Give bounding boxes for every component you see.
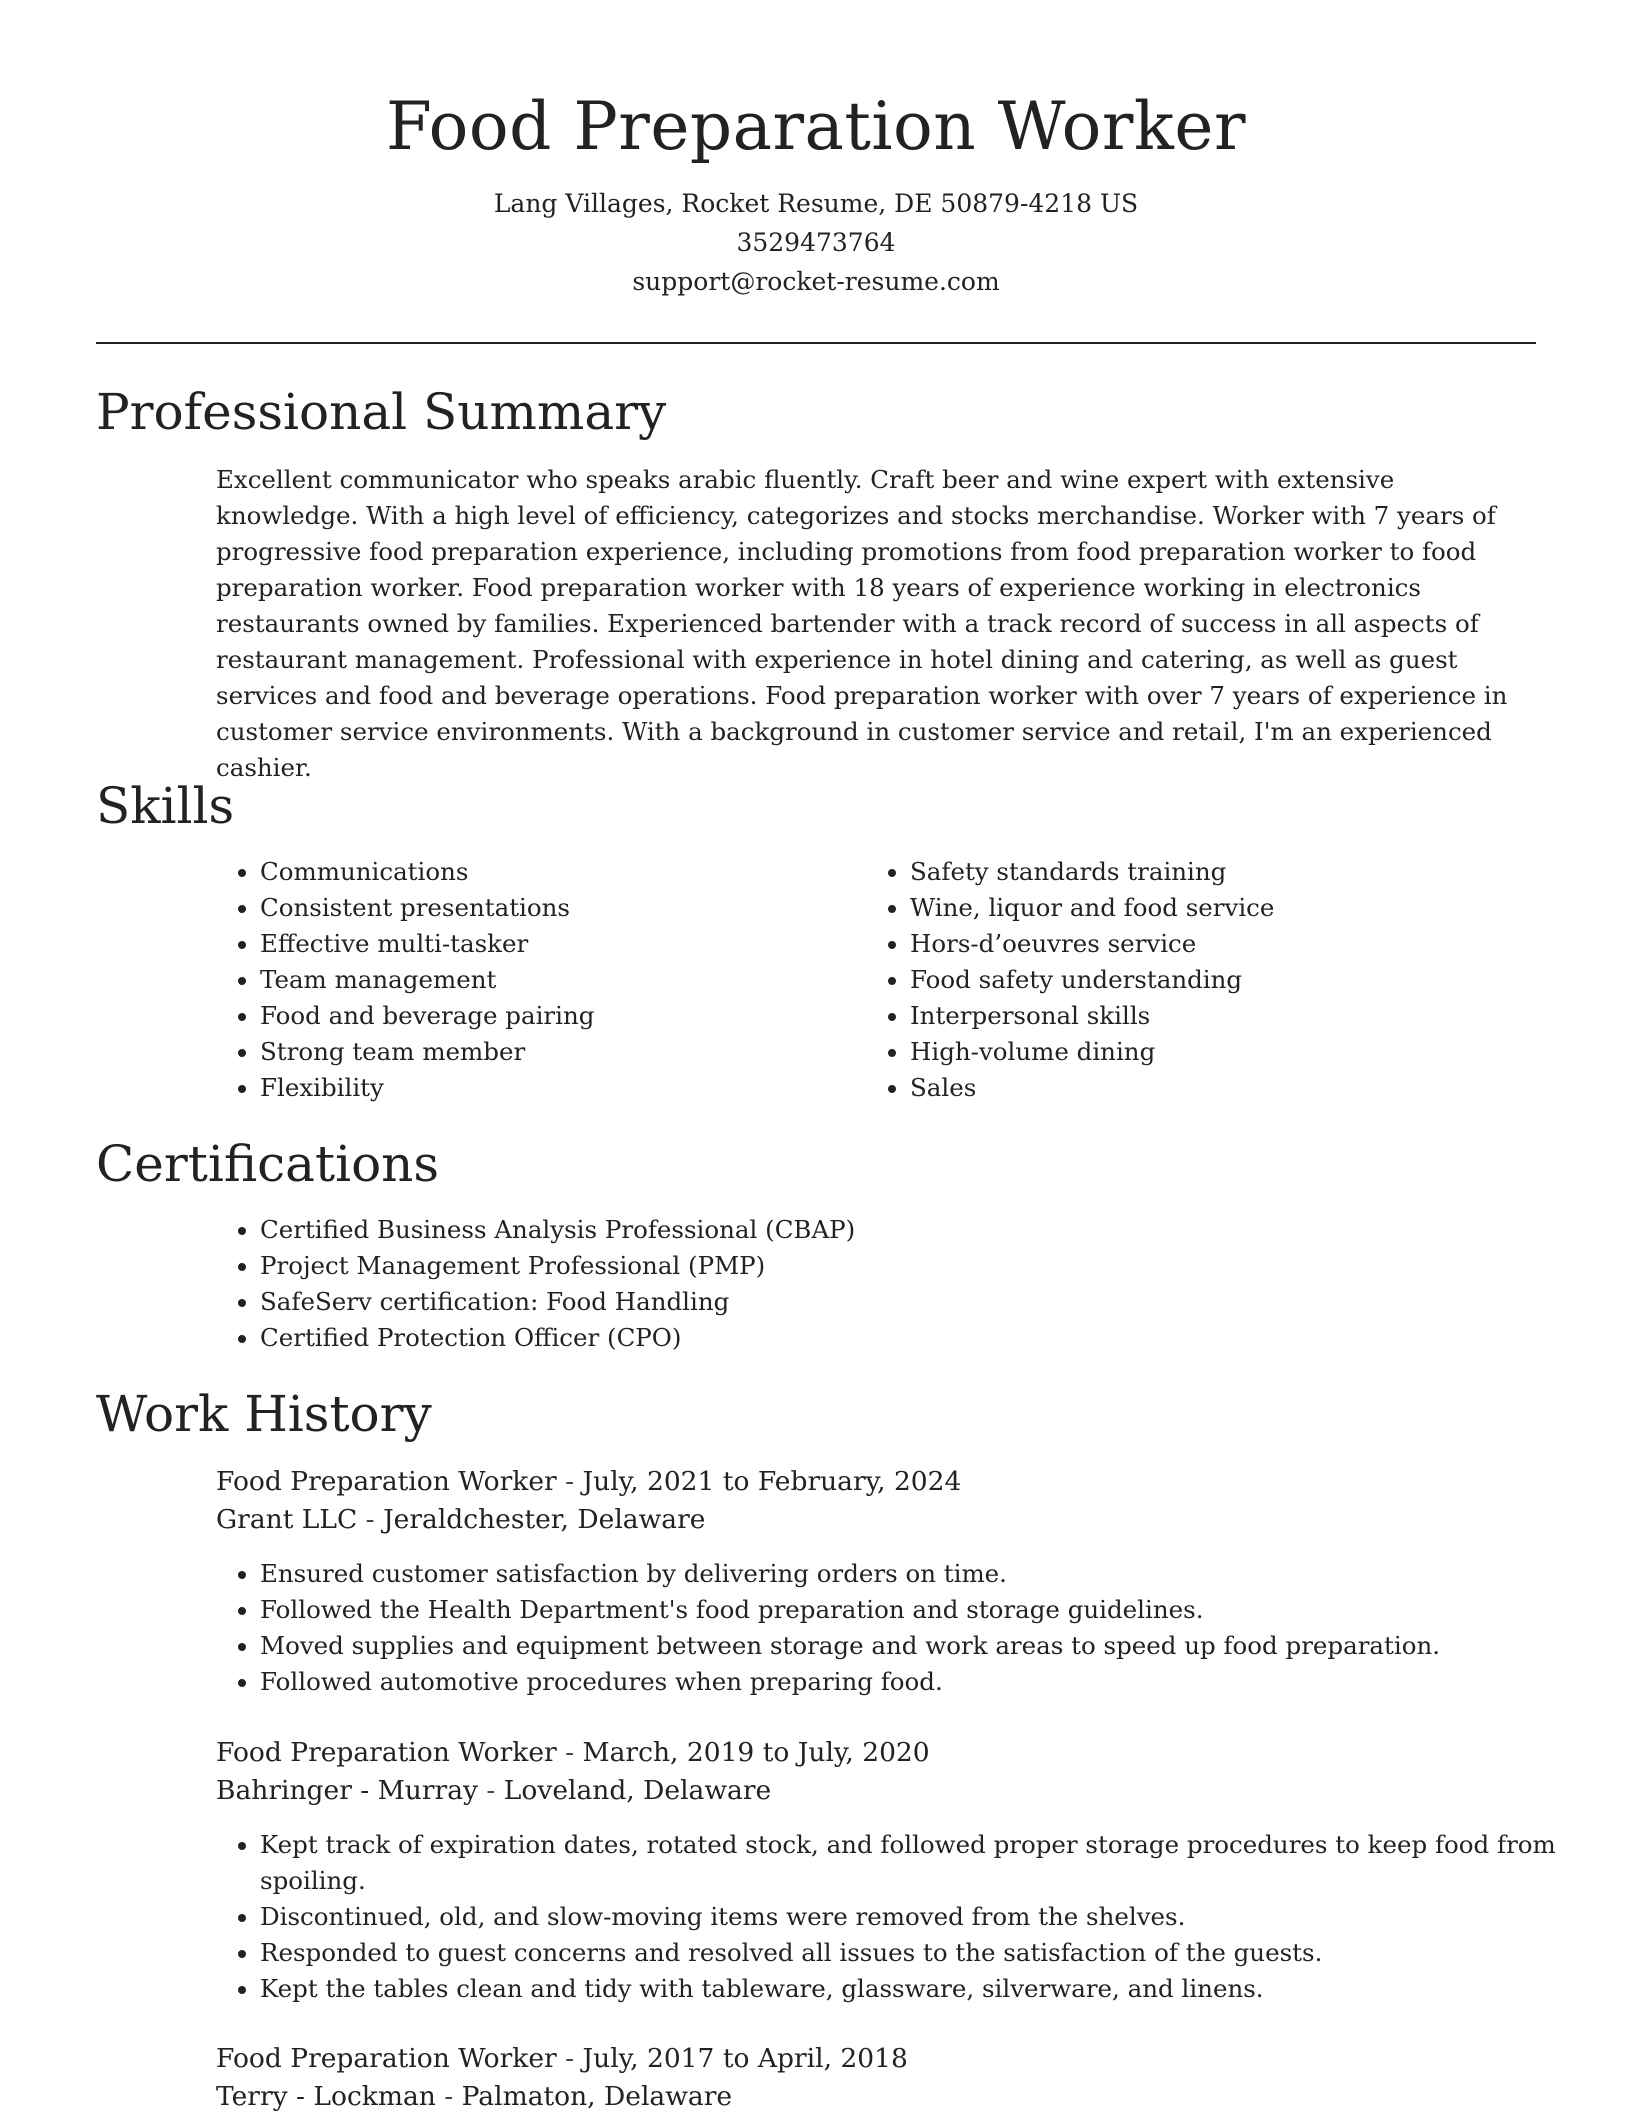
skills-list-right	[866, 854, 1550, 1106]
certification-item: • Certified Protection Officer (CPO)	[260, 1320, 1560, 1356]
skill-item: • High-volume dining	[910, 1034, 1550, 1070]
certifications-heading: Certifications	[96, 1135, 440, 1193]
summary-text: Excellent communicator who speaks arabic fluently. Craft beer and wine expert with extensive knowledge. With a high level of efficiency, categorizes and stocks merchandise. Worker with 7 years of progressive food preparation experience, including promotions from food preparation worker to food preparation worker. Food preparation worker with 18 years of experience working in electronics restaurants owned by families. Experienced bartender with a track record of success in all aspects of restaurant management. Professional with experience in hotel dining and catering, as well as guest services and food and beverage operations. Food preparation worker with over 7 years of experience in customer service environments. With a background in customer service and retail, I'm an experienced cashier.	[216, 465, 1508, 782]
job-duty-item: • Followed the Health Department's food preparation and storage guidelines.	[260, 1592, 1580, 1628]
skill-item: • Effective multi-tasker	[260, 926, 860, 962]
job-duty-item: • Moved supplies and equipment between storage and work areas to speed up food preparation.	[260, 1628, 1580, 1664]
certification-item: • SafeServ certification: Food Handling	[260, 1284, 1560, 1320]
contact-address: Lang Villages, Rocket Resume, DE 50879-4218 US	[493, 189, 1139, 218]
skill-item: • Hors-d’oeuvres service	[910, 926, 1550, 962]
job-duties-list	[216, 1827, 1580, 2007]
certification-item: • Project Management Professional (PMP)	[260, 1248, 1560, 1284]
job-location: Loveland, Delaware	[503, 1775, 772, 1806]
job-duty-item: • Kept the tables clean and tidy with tableware, glassware, silverware, and linens.	[260, 1971, 1580, 2007]
skill-item: • Sales	[910, 1070, 1550, 1106]
skill-item: • Team management	[260, 962, 860, 998]
work-history-heading: Work History	[96, 1385, 432, 1443]
job-duty-item: • Discontinued, old, and slow-moving items were removed from the shelves.	[260, 1899, 1580, 1935]
job-company: Grant LLC	[216, 1504, 358, 1535]
skill-item: • Food safety understanding	[910, 962, 1550, 998]
job-duty-item: • Kept track of expiration dates, rotated stock, and followed proper storage procedures to keep food from spoiling.	[260, 1827, 1580, 1899]
skill-item: • Food and beverage pairing	[260, 998, 860, 1034]
candidate-name: Food Preparation Worker	[386, 88, 1246, 165]
job-duty-item: • Ensured customer satisfaction by delivering orders on time.	[260, 1556, 1580, 1592]
job-company: Bahringer - Murray	[216, 1775, 478, 1806]
job-dates: March, 2019 to July, 2020	[582, 1737, 930, 1768]
skill-item: • Communications	[260, 854, 860, 890]
summary-heading: Professional Summary	[96, 383, 667, 441]
job-dates: July, 2021 to February, 2024	[582, 1466, 962, 1497]
separator: -	[556, 2043, 583, 2074]
separator: -	[556, 1737, 583, 1768]
job-title-line	[216, 2039, 1536, 2078]
job-company-line	[216, 2077, 1536, 2116]
job-duty-item: • Followed automotive procedures when preparing food.	[260, 1664, 1580, 1700]
contact-phone: 3529473764	[736, 228, 896, 257]
job-title-line	[216, 1733, 1536, 1772]
job-role: Food Preparation Worker	[216, 1466, 557, 1497]
skill-item: • Flexibility	[260, 1070, 860, 1106]
skill-item: • Consistent presentations	[260, 890, 860, 926]
skill-item: • Interpersonal skills	[910, 998, 1550, 1034]
skills-heading: Skills	[96, 777, 235, 835]
skill-item: • Safety standards training	[910, 854, 1550, 890]
skill-item: • Strong team member	[260, 1034, 860, 1070]
skills-list-left	[216, 854, 860, 1106]
job-duties-list	[216, 1556, 1580, 1700]
separator: -	[556, 1466, 583, 1497]
contact-email: support@rocket-resume.com	[632, 267, 1000, 296]
separator: -	[357, 1504, 384, 1535]
separator: -	[435, 2081, 462, 2112]
job-company: Terry - Lockman	[216, 2081, 436, 2112]
skill-item: • Wine, liquor and food service	[910, 890, 1550, 926]
separator: -	[477, 1775, 504, 1806]
resume-header	[0, 82, 1632, 301]
job-title-line	[216, 1462, 1536, 1501]
job-role: Food Preparation Worker	[216, 2043, 557, 2074]
header-divider	[96, 342, 1536, 344]
job-company-line	[216, 1771, 1536, 1810]
certifications-list	[216, 1212, 1560, 1356]
job-dates: July, 2017 to April, 2018	[582, 2043, 908, 2074]
job-company-line	[216, 1500, 1536, 1539]
job-duty-item: • Responded to guest concerns and resolved all issues to the satisfaction of the guests.	[260, 1935, 1580, 1971]
job-location: Jeraldchester, Delaware	[383, 1504, 706, 1535]
certification-item: • Certified Business Analysis Professional (CBAP)	[260, 1212, 1560, 1248]
job-location: Palmaton, Delaware	[461, 2081, 733, 2112]
job-role: Food Preparation Worker	[216, 1737, 557, 1768]
